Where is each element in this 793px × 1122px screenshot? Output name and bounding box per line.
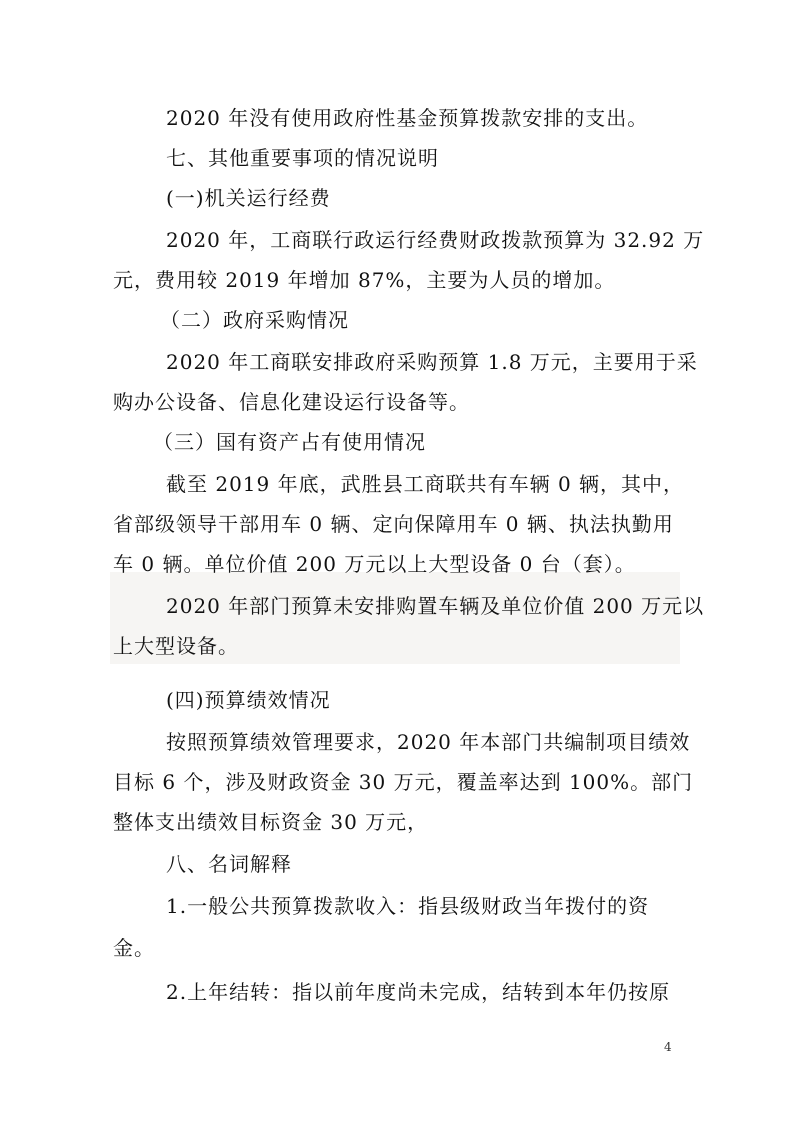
subsection-heading: (四)预算绩效情况: [166, 688, 331, 712]
paragraph-line: 截至 2019 年底，武胜县工商联共有车辆 0 辆，其中，: [166, 472, 685, 496]
paragraph-line: 2020 年部门预算未安排购置车辆及单位价值 200 万元以: [166, 594, 705, 618]
paragraph-line: 2020 年没有使用政府性基金预算拨款安排的支出。: [166, 106, 649, 130]
paragraph-line: 整体支出绩效目标资金 30 万元，: [113, 810, 429, 834]
paragraph-line: 上大型设备。: [113, 634, 239, 658]
definition-line: 2.上年结转：指以前年度尚未完成，结转到本年仍按原: [166, 980, 671, 1004]
section-heading: 八、名词解释: [166, 852, 292, 876]
paragraph-line: 购办公设备、信息化建设运行设备等。: [113, 390, 470, 414]
subsection-heading: (一)机关运行经费: [166, 186, 331, 210]
definition-line: 1.一般公共预算拨款收入：指县级财政当年拨付的资: [166, 894, 650, 918]
paragraph-line: 2020 年，工商联行政运行经费财政拨款预算为 32.92 万: [166, 228, 705, 252]
definition-line: 金。: [113, 936, 155, 960]
page-number: 4: [664, 1040, 672, 1054]
paragraph-line: 车 0 辆。单位价值 200 万元以上大型设备 0 台（套）。: [113, 552, 636, 576]
paragraph-line: 2020 年工商联安排政府采购预算 1.8 万元，主要用于采: [166, 350, 698, 374]
subsection-heading: （二）政府采购情况: [160, 308, 349, 332]
subsection-heading: （三）国有资产占有使用情况: [153, 430, 426, 454]
paragraph-line: 按照预算绩效管理要求，2020 年本部门共编制项目绩效: [166, 730, 691, 754]
paragraph-line: 目标 6 个，涉及财政资金 30 万元，覆盖率达到 100%。部门: [113, 770, 694, 794]
paragraph-line: 元，费用较 2019 年增加 87%，主要为人员的增加。: [113, 268, 616, 292]
section-heading: 七、其他重要事项的情况说明: [166, 146, 439, 170]
paragraph-line: 省部级领导干部用车 0 辆、定向保障用车 0 辆、执法执勤用: [113, 512, 674, 536]
